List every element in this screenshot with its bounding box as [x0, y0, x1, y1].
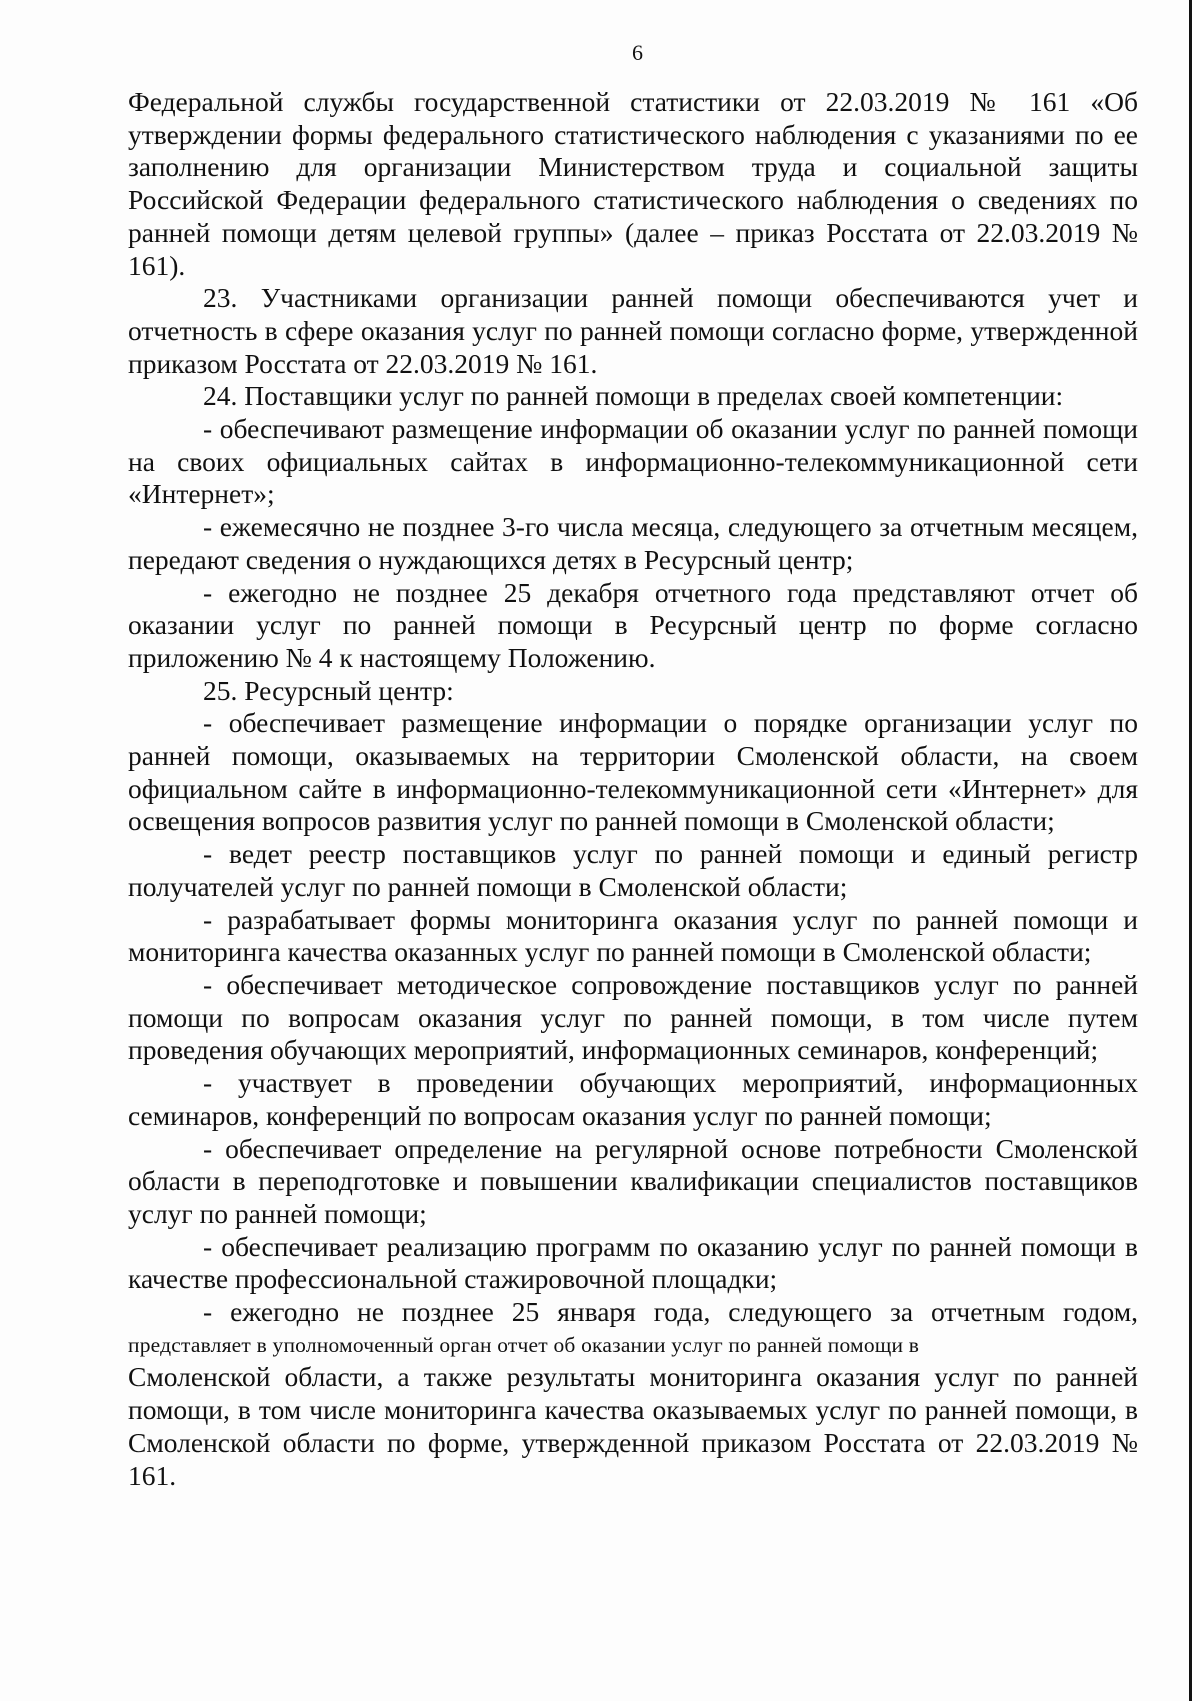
- paragraph-25-item-e: - участвует в проведении обучающих мероприятий, информационных семинаров, конференций по вопросам оказания услуг по ранней помощи;: [128, 1067, 1138, 1131]
- paragraph-24-item-a: - обеспечивают размещение информации об оказании услуг по ранней помощи на своих официальных сайтах в информационно-телекоммуникационной сети «Интернет»;: [128, 413, 1138, 510]
- paragraph-25-item-g: - обеспечивает реализацию программ по оказанию услуг по ранней помощи в качестве профессиональной стажировочной площадки;: [128, 1230, 1138, 1295]
- paragraph-25-item-f: - обеспечивает определение на регулярной основе потребности Смоленской области в переподготовке и повышении квалификации специалистов поставщиков услуг по ранней помощи;: [128, 1132, 1138, 1229]
- paragraph-25-item-h-rest: Смоленской области, а также результаты мониторинга оказания услуг по ранней помощи, в том числе мониторинга качества оказываемых услуг по ранней помощи, в Смоленской области по форме, утвержденной приказом Росстата от 22.03.2019 № 161.: [128, 1361, 1138, 1491]
- paragraph-23: 23. Участниками организации ранней помощи обеспечиваются учет и отчетность в сфере оказания услуг по ранней помощи согласно форме, утвержденной приказом Росстата от 22.03.2019 № 161.: [128, 282, 1138, 379]
- paragraph-25: 25. Ресурсный центр:: [203, 674, 454, 706]
- paragraph-25-item-d: - обеспечивает методическое сопровождение поставщиков услуг по ранней помощи по вопросам оказания услуг по ранней помощи, в том числе путем проведения обучающих мероприятий, информационных семинаров, конференций;: [128, 968, 1138, 1066]
- paragraph-25-item-a: - обеспечивает размещение информации о порядке организации услуг по ранней помощи, оказываемых на территории Смоленской области, на своем официальном сайте в информационно-телекоммуникационной сети «Интернет» для освещения вопросов развития услуг по ранней помощи в Смоленской области;: [128, 707, 1138, 837]
- document-body: [128, 86, 1138, 1492]
- page-number: 6: [632, 40, 643, 65]
- scan-edge-line: [1189, 0, 1192, 1701]
- paragraph-25-item-h-line-2: представляет в уполномоченный орган отчет об оказании услуг по ранней помощи в: [128, 1332, 920, 1357]
- paragraph-24: 24. Поставщики услуг по ранней помощи в пределах своей компетенции:: [203, 380, 1064, 412]
- paragraph-25-item-b: - ведет реестр поставщиков услуг по ранней помощи и единый регистр получателей услуг по ранней помощи в Смоленской области;: [128, 838, 1138, 902]
- paragraph-continuation: Федеральной службы государственной статистики от 22.03.2019 № 161 «Об утверждении формы федерального статистического наблюдения с указаниями по ее заполнению для организации Министерством труда и социальной защиты Российской Федерации федерального статистического наблюдения о сведениях по ранней помощи детям целевой группы» (далее – приказ Росстата от 22.03.2019 № 161).: [128, 86, 1138, 281]
- paragraph-25-item-c: - разрабатывает формы мониторинга оказания услуг по ранней помощи и мониторинга качества оказанных услуг по ранней помощи в Смоленской области;: [128, 903, 1138, 968]
- paragraph-25-item-h-line-1: - ежегодно не позднее 25 января года, следующего за отчетным годом,: [203, 1296, 1138, 1328]
- paragraph-24-item-c: - ежегодно не позднее 25 декабря отчетного года представляют отчет об оказании услуг по ранней помощи в Ресурсный центр по форме согласно приложению № 4 к настоящему Положению.: [128, 576, 1138, 673]
- paragraph-24-item-b: - ежемесячно не позднее 3-го числа месяца, следующего за отчетным месяцем, передают сведения о нуждающихся детях в Ресурсный центр;: [128, 511, 1138, 575]
